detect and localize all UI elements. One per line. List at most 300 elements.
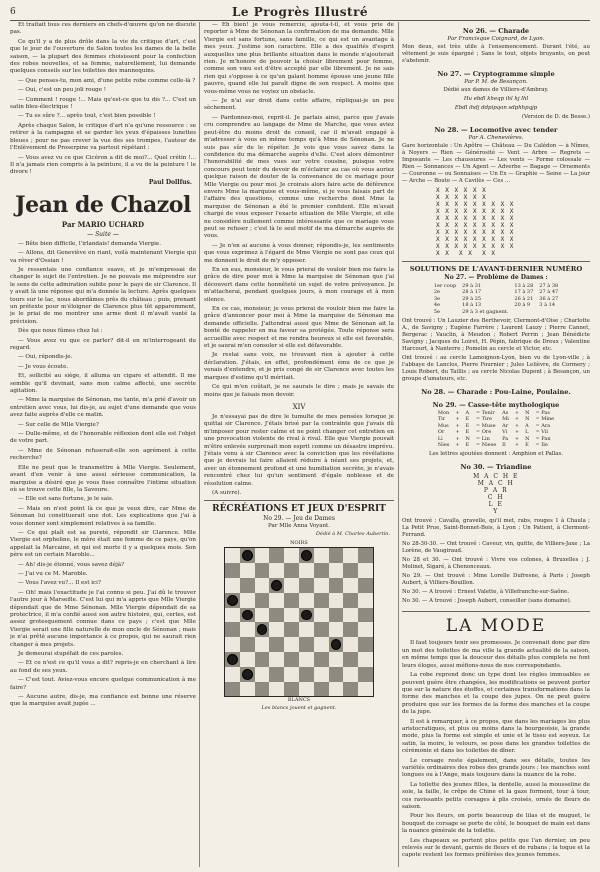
table-cell: + xyxy=(514,442,520,449)
mode-article xyxy=(402,640,590,859)
board-square-dark xyxy=(343,593,358,608)
triandine-note-2: No 28-30-30. — Ont trouvé : Caveur, vin, quitte, de Villiers-Jaxe ; La Lorène, de Vaugiraud. xyxy=(402,541,590,555)
table-cell: = Lin xyxy=(475,435,490,442)
triandine-row: Y xyxy=(493,508,499,516)
black-checker-piece xyxy=(301,610,312,621)
locomotive-title: No 28. — Locomotive avec tender xyxy=(434,126,558,134)
board-square-light xyxy=(358,652,373,667)
table-cell: 29 à 25 xyxy=(462,295,482,302)
triandine-row: M A C H E xyxy=(473,473,519,481)
board-square-dark xyxy=(240,578,255,593)
board-square-dark xyxy=(358,548,373,563)
table-cell: 28 à 17 xyxy=(462,289,482,296)
page-header xyxy=(10,4,590,21)
table-cell: 2e xyxy=(433,289,440,296)
board-square-light xyxy=(343,608,358,623)
table-cell: 18 à 13 xyxy=(462,302,482,309)
board-square-dark xyxy=(358,608,373,623)
story-paragraph: — Allons, dit Geneviève en riant, voilà maintenant Viergie qui va rêver d'Ossian ! xyxy=(10,250,196,264)
table-cell: Ar xyxy=(502,422,509,429)
board-square-light xyxy=(358,682,373,697)
board-square-dark xyxy=(343,682,358,697)
black-checker-piece xyxy=(257,624,268,635)
story-paragraph: Elle ne peut que le transmettre à Mlle Viergie. Seulement, avant d'en venir à une aussi sérieuse communication, la marquise a désiré que je vous fisse connaître l'intime situation où se trouve cette fille, la Savoure. xyxy=(10,464,196,493)
board-square-light xyxy=(299,593,314,608)
charade-solution-title: No 28. — Charade : Pou-Laine, Poulaine. xyxy=(421,388,571,397)
mode-paragraph: Pour les fleurs, on porte beaucoup de lilas et de muguet, le bouquet de corsage se porte de côté, le bouquet de main est dans la nuance générale de la toilette. xyxy=(402,813,590,835)
feuilleton-title: Jean de Chazol xyxy=(15,191,191,218)
board-square-light xyxy=(343,548,358,563)
board-square-dark xyxy=(343,563,358,578)
charade-title: No 26. — Charade xyxy=(462,27,530,35)
triandine-title: No 30. — Triandine xyxy=(460,463,532,472)
table-cell: E xyxy=(525,442,529,449)
locomotive-grid-row: X X X X X X xyxy=(436,194,487,201)
solutions-text-2: Ont trouvé : au cercle Lamoignon-Lyon, bien vu de Lyon-ville ; à l'abbaye de Lanclos, Pierre Fournier ; Jules Lelièvre, de Cormery ; Louis Robert, du Taillis ; au cercle Nicolas Dupont ; à Besançon, un groupe d'amateurs, etc. xyxy=(402,355,590,383)
table-cell: + xyxy=(455,435,460,442)
mode-paragraph: Il est à remarquer, à ce propos, que dans les mariages les plus aristocratiques, et plus ou moins dans la bourgeoisie, la grande mode, plus la forme est simple et unie et le tissu est soyeux. Le satin, la moire, le velours, se pose dans les grandes toilettes de cérémonie et dans les toilettes de dîner. xyxy=(402,718,590,755)
board-square-dark xyxy=(358,637,373,652)
board-square-light xyxy=(314,637,329,652)
locomotive-grid-row: X X X X X X X X X xyxy=(436,215,515,222)
triandine-row: P A R xyxy=(483,487,509,495)
feuilleton-story xyxy=(10,241,196,709)
table-cell: 27 à 38 xyxy=(539,283,559,289)
table-cell: E xyxy=(465,429,470,436)
table-cell: E xyxy=(465,422,470,429)
charade-text: Mon deux, est très utile à l'ensemencement. Durant l'été, au vêtement je suis épargné ; Sans le tout, objets bruyants, on peut s'abstenir. xyxy=(402,44,590,64)
casse-tete-title: No 29. — Casse-tête mythologique xyxy=(432,401,560,410)
story-paragraph: — Vous l'avez vu?... Il est ici? xyxy=(18,580,101,587)
board-square-light xyxy=(255,667,270,682)
table-cell: L xyxy=(525,429,529,436)
board-square-dark xyxy=(240,667,255,682)
black-checker-piece xyxy=(227,595,238,606)
board-square-light xyxy=(314,578,329,593)
board-square-light xyxy=(329,622,344,637)
board-square-dark xyxy=(343,622,358,637)
board-square-light xyxy=(329,652,344,667)
board-square-dark xyxy=(255,652,270,667)
board-square-dark xyxy=(329,548,344,563)
board-square-dark xyxy=(269,608,284,623)
board-square-dark xyxy=(269,578,284,593)
table-cell: N xyxy=(465,435,470,442)
story-paragraph: En en eus, monsieur, le vous prierai de vouloir bien me faire la grâce de dire pour moi à Mme la marquise de Sénonan que j'ai découvert dans cette honnêteté un sujet de votre prévoyance. Je m'attacherai, pendant quelques jours, à mon courage et à mon silence. xyxy=(204,267,394,303)
story-paragraph: — Sur celle de Mlle Viergie? xyxy=(18,421,99,428)
problem-author: Par Mlle Anna Voyant. xyxy=(267,523,330,530)
mode-paragraph: Le corsage reste également, dans ses détails, toutes les variétés ordinaires des robes des grands jours ; les manches sont longues ou à l'Ange, mais toujours dans la nuance de la robe. xyxy=(402,757,590,779)
mode-title: LA MODE xyxy=(402,611,590,636)
black-checker-piece xyxy=(242,669,253,680)
table-cell: + xyxy=(514,429,520,436)
table-cell xyxy=(536,309,561,315)
table-cell: + xyxy=(514,435,520,442)
board-square-light xyxy=(255,637,270,652)
table-cell: Or xyxy=(437,429,445,436)
board-square-light xyxy=(269,652,284,667)
checkers-board xyxy=(224,547,374,697)
article-paragraph: Et traitait tous ces derniers en chefs-d'œuvre qu'on ne discute pas. xyxy=(10,22,196,36)
table-cell: = Muse xyxy=(475,422,496,429)
table-cell: As xyxy=(502,410,509,417)
casse-tete-table xyxy=(435,410,557,448)
locomotive-grid-row: X X X X X X X X X xyxy=(436,236,515,243)
story-paragraph: — Pardonnez-moi, reprit-il. Je parlais ainsi, parce que j'avais cru comprendre au langage de Mme de Marche, que vous aviez peut-être du moins droit de conseil, car il m'avait engagé à m'adresser à vous en même temps qu'à Mme de Sénonan. Je ne suis pas sûr de le répéter. Je vois que vous savez dans la confidence du ma démarche auprès d'elle. C'est alors démontrer l'honorabilité de mes vues sur votre cousine, puisque votre concours peut tenir du devoir de m'éclairer au cas où vous auriez quelque raison de douter de la convenance de ce mariage pour Mlle Viergie ou pour moi. Je croirais alors faire acte de déférence envers Mme la marquise et vous-même, si je vous faisais part de l'affaire des questions, comme une recherche dont Mme la marquise de Sénonan a été le premier confident. Elle m'avait chargé de vous exposer l'exacte situation de Mlle Viergie, et elle ne considère nullement comme intéressante que ce mariage vous peut se refuser ; c'est là le seul motif de ma démarche auprès de vous. xyxy=(204,114,394,240)
board-square-light xyxy=(299,682,314,697)
story-paragraph: — Ce qui plaît est sa pureté, répondit sir Clarence. Mlle Viergie est orpheline, le mère était une femme de ce pays, qu'on appelait la Marcaine, et qui est morte il y a quelques mois. Son père est un certain Maroble... xyxy=(10,529,196,559)
article-paragraph: — Comment ! rouge !... Mais qu'est-ce que tu dis ?... C'est un satin bleu-électrique ! xyxy=(10,96,196,111)
board-square-light xyxy=(269,682,284,697)
triandine-row: L E xyxy=(488,501,504,509)
table-cell: = Mine xyxy=(535,416,555,423)
triandine-note: Ont trouvé : Cavalla, gravelle, qu'il met, rabs, rouges 1 à Chaula ; La Petit Prue, Saint-Bonnet-Bois, à Lyon ; Un Patient, à Clermont-Ferrand. xyxy=(402,518,590,539)
story-paragraph: — Dulle-même, et de l'honorable réflexion dont elle est l'objet de votre part. xyxy=(10,431,196,445)
column-left xyxy=(10,22,196,867)
article-paragraph: — Que penses-tu, mon ami, d'une petite robe comme celle-là ? xyxy=(18,77,196,84)
table-cell: Tir xyxy=(437,416,446,423)
board-square-dark xyxy=(269,667,284,682)
locomotive-grid-row: X X X X X X X X X xyxy=(436,222,515,229)
article-paragraph: Ce qu'il y a de plus drôle dans la vie du critique d'art, c'est que le jour de l'ouverture du Salon toutes les dames de la belle saison, — la plupart des femmes choisissent pour la confection des robes nouvelles, et sa femme, naturellement, lui demande quelques conseils sur les toilettes des mannequins. xyxy=(10,38,196,75)
locomotive-grid-row: X X X X X X X X X xyxy=(436,201,515,208)
board-square-light xyxy=(343,667,358,682)
board-caption: Les blancs jouent et gagnent. xyxy=(261,705,337,712)
board-square-light xyxy=(240,622,255,637)
checkers-diagram xyxy=(224,540,374,711)
table-cell: + xyxy=(514,422,520,429)
masthead: Le Progrès Illustré xyxy=(231,5,369,19)
board-square-light xyxy=(314,667,329,682)
triandine-row: M A C H xyxy=(477,480,515,488)
board-square-light xyxy=(299,622,314,637)
board-square-light xyxy=(343,578,358,593)
board-square-light xyxy=(284,608,299,623)
table-cell: Pa xyxy=(502,435,509,442)
table-cell: Li xyxy=(437,435,443,442)
table-cell: Vi xyxy=(502,429,508,436)
board-top-label: NOIRS xyxy=(290,540,308,547)
table-cell: 27 à 47 xyxy=(539,289,559,296)
triandine-diagram xyxy=(402,473,590,515)
board-square-light xyxy=(269,622,284,637)
intro-article xyxy=(10,22,196,177)
casse-tete-row xyxy=(435,442,557,448)
table-cell: 26 à 21 xyxy=(514,295,534,302)
table-cell: N xyxy=(525,416,530,423)
board-square-light xyxy=(240,652,255,667)
story-paragraph: — Je vous écoute. xyxy=(18,363,69,370)
problem-credit: Dédié à M. Charles Aubertin. xyxy=(315,531,390,538)
board-square-light xyxy=(329,563,344,578)
board-square-dark xyxy=(314,682,329,697)
board-square-light xyxy=(225,548,240,563)
table-cell: 13 à 28 xyxy=(514,283,534,289)
triandine-note-6: No 30. — A trouvé : Joseph Aubert, conseiller (sans domaine). xyxy=(402,598,572,605)
table-cell: = Ile xyxy=(535,442,548,449)
table-cell: 29 à 3 et gagnent. xyxy=(462,308,509,315)
story-paragraph: Je demeurai stupéfait de ces paroles. xyxy=(18,651,124,658)
board-square-dark xyxy=(255,563,270,578)
board-square-dark xyxy=(284,563,299,578)
chapter-number: XIV xyxy=(292,402,306,411)
solutions-text: Ont trouvé : Un Lauzier des Berthevoir, Clermont-d'Oise ; Charlotte A., de Savigny ; Eugène Farrère ; Laurent Lauzy ; Pierre Cannet, Bergerac ; Vauclin, à Meudon ; Robert Perrin ; Jean Bénédicte Savigny ; Jacques du Loiret, H. Pépin, fabrique de Dreux ; Valentine Harcourt, à Nanterre ; Pomelin au cercle et Victor, etc. xyxy=(402,318,590,353)
story-paragraph: — Mme la marquise de Sénonan, me tante, m'a prié d'avoir un entretien avec vous, lui dis-je, au sujet d'une demande que vous avez faite auprès d'elle ce matin. xyxy=(10,397,196,419)
column-middle xyxy=(204,22,394,867)
cryptogram-title: No 27. — Cryptogramme simple xyxy=(437,70,555,78)
table-cell: N xyxy=(525,410,530,417)
table-cell: 17 à 37 xyxy=(514,289,534,296)
story-paragraph: — Je n'en ai aucune à vous donner, répondis-je, les sentiments que vous exprimez à l'égard de Mme Viergie ne sont pas ceux qui me donnent le droit de m'y opposer. xyxy=(204,242,394,264)
story-paragraph: Et, sollicité au siège, il alluma un cigare et attendit. Il me semble qu'il devinait, sans mon calme affecté, une secrète agitation. xyxy=(10,373,196,395)
story-paragraph: — Oh! mais l'exactitude je l'ai connu si peu. J'ai dû le trouver l'autre jour à Marseille. C'est lui qui m'a appris que Mlle Viergie dépendait que de Mme Sénonan. Mlle Viergie dépendait de sa protectrice, il m'a confié aussi son autre histoire, qui, certes, est assez grotesquement connue dans ce pays ; c'est que Mlle Viergie serait une fille naturelle de mon oncle de Sénonan ; mais je n'ai prêté aucune importance à ce propos, qui ne saurait rien changer à mes projets. xyxy=(10,589,196,648)
solution-moves-table xyxy=(431,283,561,315)
board-square-light xyxy=(284,637,299,652)
board-square-dark xyxy=(284,652,299,667)
locomotive-grid xyxy=(436,187,590,257)
table-cell: = Tire xyxy=(475,416,492,423)
story-paragraph: (A suivre). xyxy=(212,489,242,496)
table-cell: 3 à 14 xyxy=(539,302,555,309)
board-square-dark xyxy=(299,548,314,563)
table-cell: Il xyxy=(502,442,506,449)
table-cell: Mon xyxy=(437,410,450,417)
feuilleton-suite: — Suite — xyxy=(87,230,119,238)
mode-paragraph: Les chapeaux se portent plus petits que l'an dernier, un peu relevés sur le devant, garnis de fleurs et de rubans ; la toque et la capote restent les formes préférées des jeunes femmes. xyxy=(402,837,590,859)
board-bottom-label: BLANCS xyxy=(287,697,311,704)
feuilleton-author: Par MARIO UCHARD xyxy=(61,219,145,229)
table-cell: + xyxy=(514,410,520,417)
story-paragraph: — Mme de Sénonan refuserait-elle son agrément à cette recherche? xyxy=(10,447,196,462)
board-square-dark xyxy=(269,637,284,652)
table-cell: 29 à 31 xyxy=(462,283,482,289)
board-square-light xyxy=(240,682,255,697)
board-square-dark xyxy=(314,563,329,578)
cryptogram-sign: (Version de D. de Besse.) xyxy=(521,114,590,120)
table-cell: 36 à 27 xyxy=(539,295,559,302)
cryptogram-code: Hu ebdl kheqp ihl hj lhl xyxy=(463,96,529,102)
board-square-dark xyxy=(284,682,299,697)
recreations-title: RÉCRÉATIONS ET JEUX D'ESPRIT xyxy=(204,500,394,514)
board-square-dark xyxy=(225,652,240,667)
triandine-note-5: No 30. — A trouvé : Ernest Valette, à Villefranche-sur-Saône. xyxy=(402,589,569,596)
board-square-light xyxy=(284,667,299,682)
board-square-dark xyxy=(314,622,329,637)
mode-paragraph: Il faut toujours tenir ses promesses. Je convenait donc par dire un mot des toilettes de ma ville la grande actualité de la saison, en même temps que la douceur des détails plus complets ne font leurs éloges, aussi méfions-nous de nos correspondants. xyxy=(402,640,590,669)
story-paragraph: — C'est tout. Aviez-vous encore quelque communication à me faire? xyxy=(10,677,196,691)
board-square-dark xyxy=(314,593,329,608)
board-square-light xyxy=(329,682,344,697)
board-square-dark xyxy=(299,667,314,682)
black-checker-piece xyxy=(227,654,238,665)
board-square-light xyxy=(269,563,284,578)
table-cell: + xyxy=(455,429,460,436)
feuilleton-story-cont xyxy=(204,22,394,399)
board-square-dark xyxy=(314,652,329,667)
story-paragraph: En ce cas, monsieur, je vous prierai de vouloir bien me faire la grâce d'annoncer pour moi à Mme la marquise de Sénonan ma demande officielle. J'attendrai aussi que Mme de Sénonan ait la bonté de rappeler en ma faveur sa protégée. Toute réponse sera accueillie avec respect et me rendra heureux si elle est favorable, et je saurai m'en consoler si elle est défavorable. xyxy=(204,306,394,350)
article-paragraph: — Tu es sûre ?... après tout, c'est bien possible ! xyxy=(18,113,156,120)
board-square-light xyxy=(299,563,314,578)
table-cell: 20 à 9 xyxy=(514,302,531,309)
board-square-dark xyxy=(240,637,255,652)
board-square-light xyxy=(299,652,314,667)
table-cell xyxy=(511,309,536,315)
solution-move-row xyxy=(431,309,561,315)
board-square-dark xyxy=(255,622,270,637)
board-square-light xyxy=(358,563,373,578)
black-checker-piece xyxy=(242,610,253,621)
story-paragraph: — Ah! dis-je étonné, vous savez déjà? xyxy=(18,561,125,568)
story-paragraph: Je restai sans voix, ne trouvant rien à ajouter à cette déclaration. J'étais, en effet, profondément ému de ce que je venais d'entendre, et je pris congé de sir Clarence avec toutes les marques d'estime qu'il méritait. xyxy=(204,352,394,381)
board-square-light xyxy=(225,667,240,682)
table-cell: Mus xyxy=(437,422,449,429)
board-square-light xyxy=(358,622,373,637)
table-cell: N xyxy=(525,435,530,442)
triandine-note-4: No 29. — Ont trouvé : Mme Lorelle Dufresne, à Paris ; Joseph Aubert, à Villiers-Bouillon. xyxy=(402,573,590,587)
board-square-dark xyxy=(299,608,314,623)
story-paragraph: — Bête bien difficile, l'irlandais! demanda Viergie. xyxy=(18,240,162,247)
column-divider xyxy=(199,22,200,867)
table-cell: E xyxy=(465,416,470,423)
board-square-dark xyxy=(358,578,373,593)
locomotive-grid-row: X X X X X X X X X xyxy=(436,229,515,236)
story-paragraph: — Mais on n'est point là ce que je veux dire, car Mme de Sénonan lui constituerait une dot. Les explications que j'ai à vous donner sont simplement relatives à sa famille. xyxy=(10,505,196,527)
board-square-light xyxy=(314,608,329,623)
article-paragraph: — Vous avez vu ce que Cicéron a dit de moi?... Quel crétin !... Il n'a jamais rien compris à la peinture, il a vu de la peinture ! le divore ! xyxy=(10,154,196,176)
board-square-light xyxy=(269,593,284,608)
story-paragraph: Dès que nous fûmes chez lui : xyxy=(18,328,103,335)
board-square-light xyxy=(329,593,344,608)
board-square-dark xyxy=(299,578,314,593)
table-cell: = Ara xyxy=(535,422,551,429)
story-paragraph: Ce qui m'en coûtait, je ne saurais le dire ; mais je savais du moins que je faisais mon devoir. xyxy=(204,384,394,398)
story-paragraph: — Je n'ai sur droit dans cette affaire, répliquai-je un peu sèchement. xyxy=(204,98,394,112)
table-cell: = Pas xyxy=(535,410,550,417)
cryptogram-code-2: Ebdl ihdj ddpipqon sdphhpqjp xyxy=(454,105,538,111)
board-square-dark xyxy=(240,548,255,563)
solutions-title: SOLUTIONS DE L'AVANT-DERNIER NUMÉRO xyxy=(402,261,590,273)
board-square-light xyxy=(225,578,240,593)
black-checker-piece xyxy=(271,580,282,591)
story-paragraph: — Oui, répondis-je. xyxy=(18,354,73,361)
story-paragraph: — J'ai vu ce M. Maroble. xyxy=(18,570,88,577)
mode-paragraph: La toilette des jeunes filles, la dentelle, aussi la mousseline de soie, la faille, le crêpe de Chine et la gaze forment, tour à tour, ces ravissants petits corsages à plis croisés, ornés de fleurs de saison. xyxy=(402,781,590,810)
locomotive-author: Par A. Chenevières. xyxy=(468,135,524,141)
story-paragraph: — Vous avez vu que ce parler? dit-il en m'interrogeant du regard. xyxy=(10,337,196,351)
board-square-light xyxy=(255,608,270,623)
story-paragraph: — Elle est sans fortune, je le sais. xyxy=(18,496,114,503)
table-cell: 4e xyxy=(433,302,440,309)
table-cell: + xyxy=(455,410,460,417)
black-checker-piece xyxy=(331,639,342,650)
black-checker-piece xyxy=(242,550,253,561)
story-paragraph: — Eh bien! je vous remercie, ajouta-t-il, et vous prie de reporter à Mme de Sénonan la confirmation de ma demande. Mlle Viergie est sans fortune, sans famille, ce qui est un avantage à mes yeux. J'estime son caractère. Elle a des qualités d'esprit auxquelles une plus brillante situation dans le monde n'ajouterait rien. Je m'honore de pouvoir la choisir librement pour femme, comme son vœu est d'être accepté par elle librement. Je ne sais rien qui s'oppose à ce qu'un galant homme épouse une jeune fille pauvre, quand elle lui paraît digne de son respect. A moins que vous-même vous ne voyiez un obstacle. xyxy=(204,22,394,95)
problem-label: No 29. — Jeu de Dames xyxy=(263,515,335,523)
story-paragraph: Je n'essayai pas de dire le tumulte de mes pensées lorsque je quittai sir Clarence. J'étais brisé par la contrainte que j'avais dû m'imposer pour rester calme et ne point changer cet entretien en une provocation violente de rival à rival. Elle que Viergie pouvait m'être enlevée surprenait mon esprit comme un désastre imprévu. J'étais venu à sir Clarence avec la conviction que les révélations que je devrais lui faire allaient réduire à néant ses projets, et, avec un étonnement profond et une humiliation secrète, je n'avais rencontré chez lui qu'un sentiment d'égale noblesse et de résolution calme. xyxy=(204,413,394,487)
board-square-light xyxy=(343,637,358,652)
table-cell: E xyxy=(465,442,470,449)
locomotive-grid-row: X X X X X X X X X xyxy=(436,243,515,250)
table-cell: Nies xyxy=(437,442,450,449)
column-right xyxy=(402,22,590,867)
triandine-row: C H xyxy=(487,494,505,502)
board-square-light xyxy=(240,563,255,578)
charade-author: Par Francisque Coignard, de Lyon. xyxy=(447,36,545,42)
board-square-dark xyxy=(299,637,314,652)
board-square-dark xyxy=(255,593,270,608)
cryptogram-author: Par P. M. de Besançon. xyxy=(464,79,528,85)
board-square-dark xyxy=(329,667,344,682)
table-cell: A xyxy=(525,422,529,429)
board-square-dark xyxy=(284,593,299,608)
board-square-light xyxy=(284,548,299,563)
board-square-dark xyxy=(225,622,240,637)
board-square-dark xyxy=(329,578,344,593)
article-paragraph: — Oui, c'est un peu joli rouge ! xyxy=(18,87,107,94)
article-paragraph: Après chaque Salon, le critique d'art n'a qu'une ressource : se retirer à la campagne et se garder les yeux d'épaisses lunettes bleues ; pour ne pas crever la vue des ses trompes, l'auteur de l'Enlèvement de Proserpine va partout répétant : xyxy=(10,122,196,152)
mode-paragraph: La robe reprend donc un type dont les règles immuables se peuvent guère être changées, les modifications se peuvent porter que sur la nature des étoffes, et certaines transformations dans la forme des manches et la coupe des jupes. On ne peut guère produire que sur les formes de la forme des manches et la coupe de la jupe. xyxy=(402,672,590,716)
table-cell: + xyxy=(455,422,460,429)
feuilleton-story-chapter xyxy=(204,414,394,497)
board-square-dark xyxy=(225,593,240,608)
table-cell: + xyxy=(455,416,460,423)
board-square-dark xyxy=(240,608,255,623)
page-number: 6 xyxy=(10,7,16,17)
table-cell: A xyxy=(465,410,470,417)
table-cell: = Tenir xyxy=(475,410,495,417)
table-cell: Mi xyxy=(502,416,509,423)
board-square-light xyxy=(255,548,270,563)
story-paragraph: — Et ce n'est ce qu'il vous a dit? repris-je en cherchant à lire au fond de ses yeux. xyxy=(10,660,196,674)
board-square-dark xyxy=(269,548,284,563)
article-signature: Paul Dollfus. xyxy=(148,178,192,186)
table-cell: 3e xyxy=(433,295,440,302)
board-square-dark xyxy=(284,622,299,637)
table-cell: = Ore xyxy=(475,429,492,436)
board-square-dark xyxy=(225,682,240,697)
board-square-light xyxy=(240,593,255,608)
table-cell: 1er coup xyxy=(433,283,457,289)
locomotive-grid-row: X X X X X X X X X xyxy=(436,208,515,215)
story-paragraph: — Aucune autre, dis-je, ma confiance est bonne une réserve que la marquise avait jugée ... xyxy=(10,694,196,708)
table-cell: = Niese xyxy=(475,442,497,449)
board-square-light xyxy=(255,578,270,593)
board-square-dark xyxy=(225,563,240,578)
table-cell: 5e xyxy=(433,308,440,315)
table-cell: + xyxy=(514,416,520,423)
table-cell: + xyxy=(455,442,460,449)
board-square-light xyxy=(358,593,373,608)
story-paragraph: Je ressentais une confiance suave, et je m'empressai de changer le sujet de l'entretien. Je ne pouvais me méprendre sur le sens de cette admiration subite pour le pays de sir Clarence. Il y avait là une réponse qui m'a donnée la lecture. Après quelques tours sur le lac, nous abordâmes près du château ; puis, prenant un prétexte pour m'éloigner de Clarence plus tôt apparemment, je le priai de me montrer une arme dont il m'avait vanté la précision. xyxy=(10,266,196,325)
board-square-dark xyxy=(358,667,373,682)
board-square-dark xyxy=(343,652,358,667)
board-square-dark xyxy=(329,637,344,652)
locomotive-grid-row: X X X X X X xyxy=(436,187,487,194)
solutions-sub: No 27. — Problème de Dames : xyxy=(444,274,548,281)
cryptogram-dedication: Dédié aux dames de Villiers-d'Ambray. xyxy=(443,87,549,93)
board-square-light xyxy=(225,637,240,652)
locomotive-grid-row: X X X X X X xyxy=(436,250,496,257)
board-square-dark xyxy=(255,682,270,697)
table-cell: = Vil xyxy=(535,429,548,436)
board-square-light xyxy=(225,608,240,623)
casse-tete-note: Les lettres ajoutées donnent : Amphion et Pallas. xyxy=(429,451,563,458)
board-square-light xyxy=(314,548,329,563)
column-divider xyxy=(398,22,399,867)
board-square-dark xyxy=(329,608,344,623)
board-square-light xyxy=(284,578,299,593)
triandine-note-3: No 28 et 30. — Ont trouvé : Vivre vos colones, à Bruxelles ; J. Molinet, Sigaré, à Chenonceaux. xyxy=(402,557,590,571)
